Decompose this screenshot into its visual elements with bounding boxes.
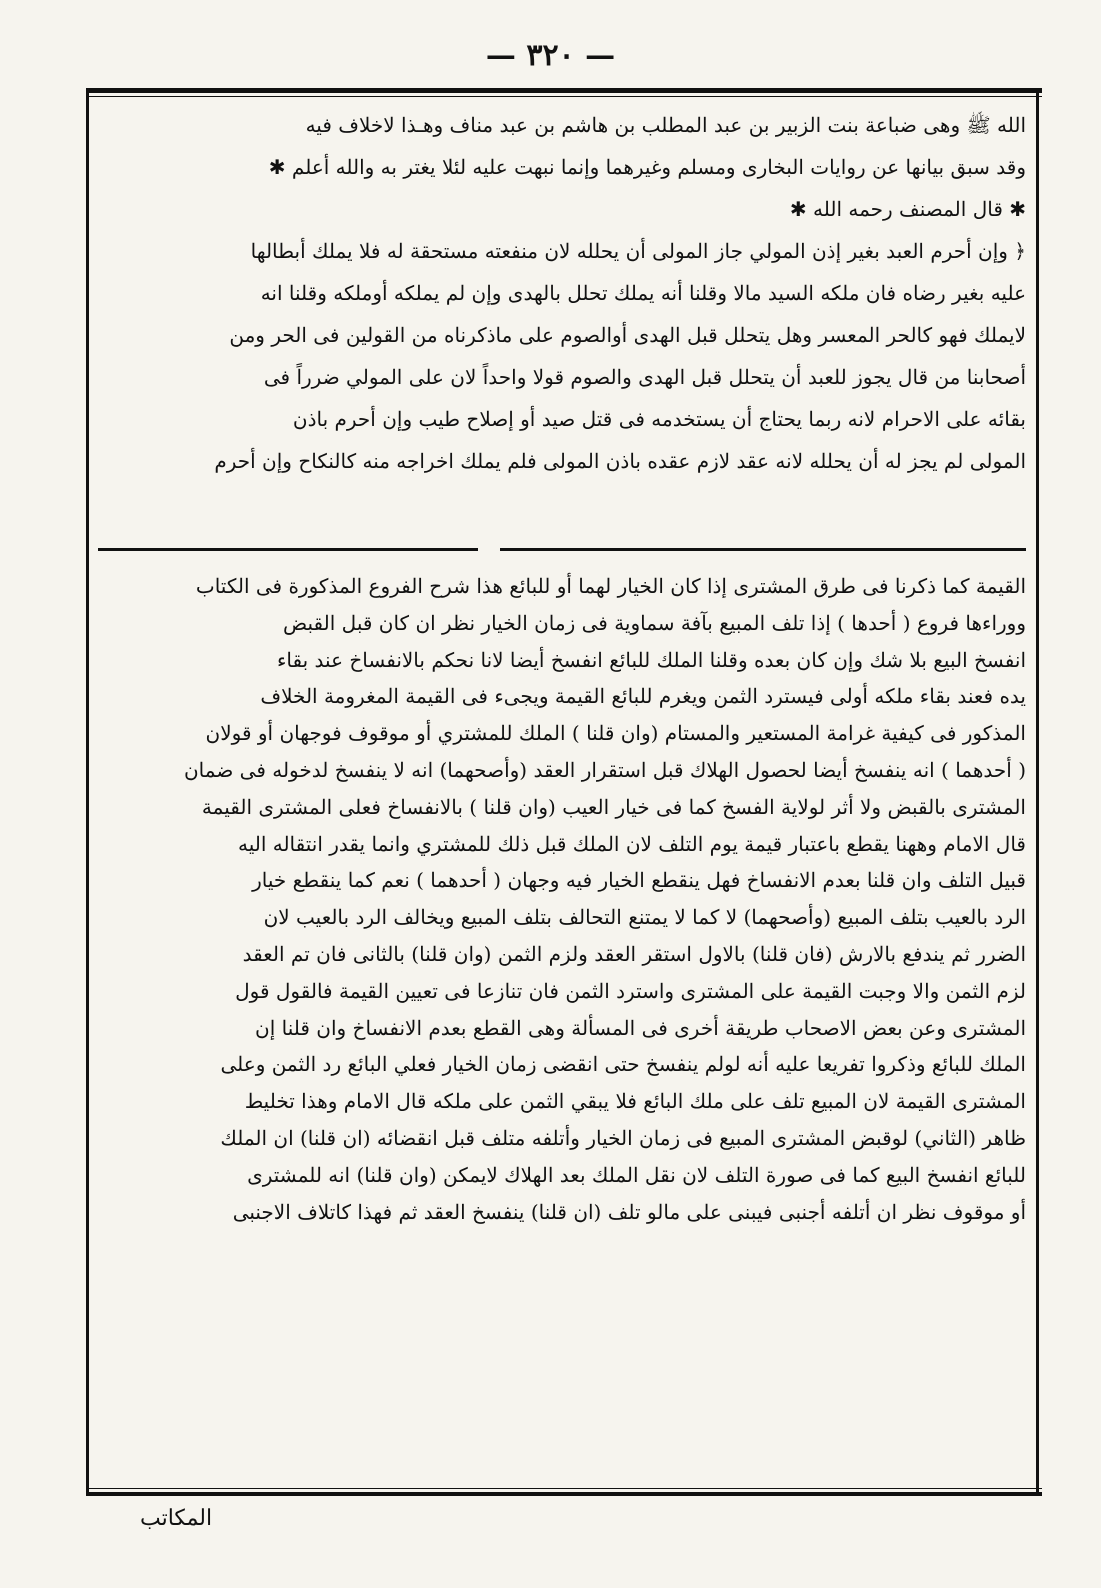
text-line: قبيل التلف وان قلنا بعدم الانفساخ فهل ينقطع الخيار فيه وجهان ( أحدهما ) نعم كما ينقطع خيار bbox=[252, 868, 1026, 893]
frame-right-border bbox=[1036, 88, 1039, 1493]
divider-gap bbox=[478, 544, 500, 554]
text-line: ووراءها فروع ( أحدها ) إذا تلف المبيع بآفة سماوية فى زمان الخيار نظر ان كان قبل القبض bbox=[283, 610, 1026, 635]
text-line: انفسخ البيع بلا شك وإن كان بعده وقلنا الملك للبائع انفسخ أيضا لانا نحكم بالانفساخ عند بقاء bbox=[277, 647, 1026, 672]
text-line: الرد بالعيب بتلف المبيع (وأصحهما) لا كما لا يمتنع التحالف بتلف المبيع ويخالف الرد بالعيب لان bbox=[263, 905, 1026, 930]
text-line: ✱ قال المصنف رحمه الله ✱ bbox=[789, 197, 1026, 221]
text-line: وقد سبق بيانها عن روايات البخارى ومسلم وغيرهما وإنما نبهت عليه لئلا يغتر به والله أعلم ✱ bbox=[268, 155, 1026, 179]
frame-bottom-border bbox=[86, 1488, 1042, 1496]
text-line: لايملك فهو كالحر المعسر وهل يتحلل قبل الهدى أوالصوم على ماذكرناه من القولين فى الحر ومن bbox=[229, 323, 1026, 347]
text-line: لزم الثمن والا وجبت القيمة على المشترى واسترد الثمن فان تنازعا فى تعيين القيمة فالقول قول bbox=[235, 978, 1026, 1003]
text-line: يده فعند بقاء ملكه أولى فيسترد الثمن ويغرم للبائع القيمة ويجىء فى القيمة المغرومة الخلاف bbox=[260, 684, 1026, 709]
section-divider bbox=[98, 548, 1026, 551]
text-line: ( أحدهما ) انه ينفسخ أيضا لحصول الهلاك قبل استقرار العقد (وأصحهما) انه لا ينفسخ لدخوله فى ضمان bbox=[183, 757, 1026, 782]
text-line: المشترى وعن بعض الاصحاب طريقة أخرى فى المسألة وهى القطع بعدم الانفساخ وان قلنا إن bbox=[255, 1015, 1026, 1040]
text-line: أصحابنا من قال يجوز للعبد أن يتحلل قبل الهدى والصوم قولا واحداً لان على المولي ضرراً فى bbox=[263, 365, 1026, 389]
text-line: ﴿ وإن أحرم العبد بغير إذن المولي جاز المولى أن يحلله لان منفعته مستحقة له فلا يملك أبطالها bbox=[250, 239, 1026, 263]
text-line: أو موقوف نظر ان أتلفه أجنبى فيبنى على مالو تلف (ان قلنا) ينفسخ العقد ثم فهذا كاتلاف الاجنبى bbox=[232, 1199, 1026, 1224]
text-line: المولى لم يجز له أن يحلله لانه عقد لازم عقده باذن المولى فلم يملك اخراجه منه كالنكاح وإن أحرم bbox=[214, 449, 1026, 473]
text-line: ظاهر (الثاني) لوقبض المشترى المبيع فى زمان الخيار وأتلفه متلف قبل انقضائه (ان قلنا) ان الملك bbox=[220, 1125, 1026, 1150]
frame-left-border bbox=[86, 88, 89, 1493]
main-text-section bbox=[98, 104, 1026, 482]
text-line: المذكور فى كيفية غرامة المستعير والمستام (وان قلنا ) الملك للمشتري أو موقوف فوجهان أو قولان bbox=[205, 721, 1026, 746]
text-line: عليه بغير رضاه فان ملكه السيد مالا وقلنا أنه يملك تحلل بالهدى وإن لم يملكه أوملكه وقلنا انه bbox=[260, 281, 1026, 305]
frame-top-border bbox=[86, 88, 1042, 97]
text-line: بقائه على الاحرام لانه ربما يحتاج أن يستخدمه فى قتل صيد أو إصلاح طيب وإن أحرم باذن bbox=[292, 407, 1026, 431]
text-line: الضرر ثم يندفع بالارش (فان قلنا) بالاول استقر العقد ولزم الثمن (وان قلنا) بالثانى فان تم العقد bbox=[242, 941, 1026, 966]
text-line: المشترى القيمة لان المبيع تلف على ملك البائع فلا يبقي الثمن على ملكه قال الامام وهذا تخليط bbox=[244, 1089, 1026, 1114]
text-line: للبائع انفسخ البيع كما فى صورة التلف لان نقل الملك بعد الهلاك لايمكن (وان قلنا) انه للمشترى bbox=[247, 1162, 1026, 1187]
text-line: القيمة كما ذكرنا فى طرق المشترى إذا كان الخيار لهما أو للبائع هذا شرح الفروع المذكورة فى الكتاب bbox=[195, 574, 1026, 598]
page-number: — ٣٢٠ — bbox=[485, 38, 616, 73]
text-line: المشترى بالقبض ولا أثر لولاية الفسخ كما فى خيار العيب (وان قلنا ) بالانفساخ فعلى المشترى القيمة bbox=[201, 794, 1026, 819]
text-line: الملك للبائع وذكروا تفريعا عليه أنه لولم ينفسخ حتى انقضى زمان الخيار فعلي البائع رد الثمن وعلى bbox=[220, 1052, 1026, 1077]
text-line: الله ﷺ وهى ضباعة بنت الزبير بن عبد المطلب بن هاشم بن عبد مناف وهـذا لاخلاف فيه bbox=[305, 113, 1026, 137]
catchword: المكاتب bbox=[140, 1506, 213, 1531]
text-line: قال الامام وههنا يقطع باعتبار قيمة يوم التلف لان الملك قبل ذلك للمشتري وانما يقدر انتقاله اليه bbox=[237, 831, 1026, 856]
commentary-text-section bbox=[98, 568, 1026, 1230]
